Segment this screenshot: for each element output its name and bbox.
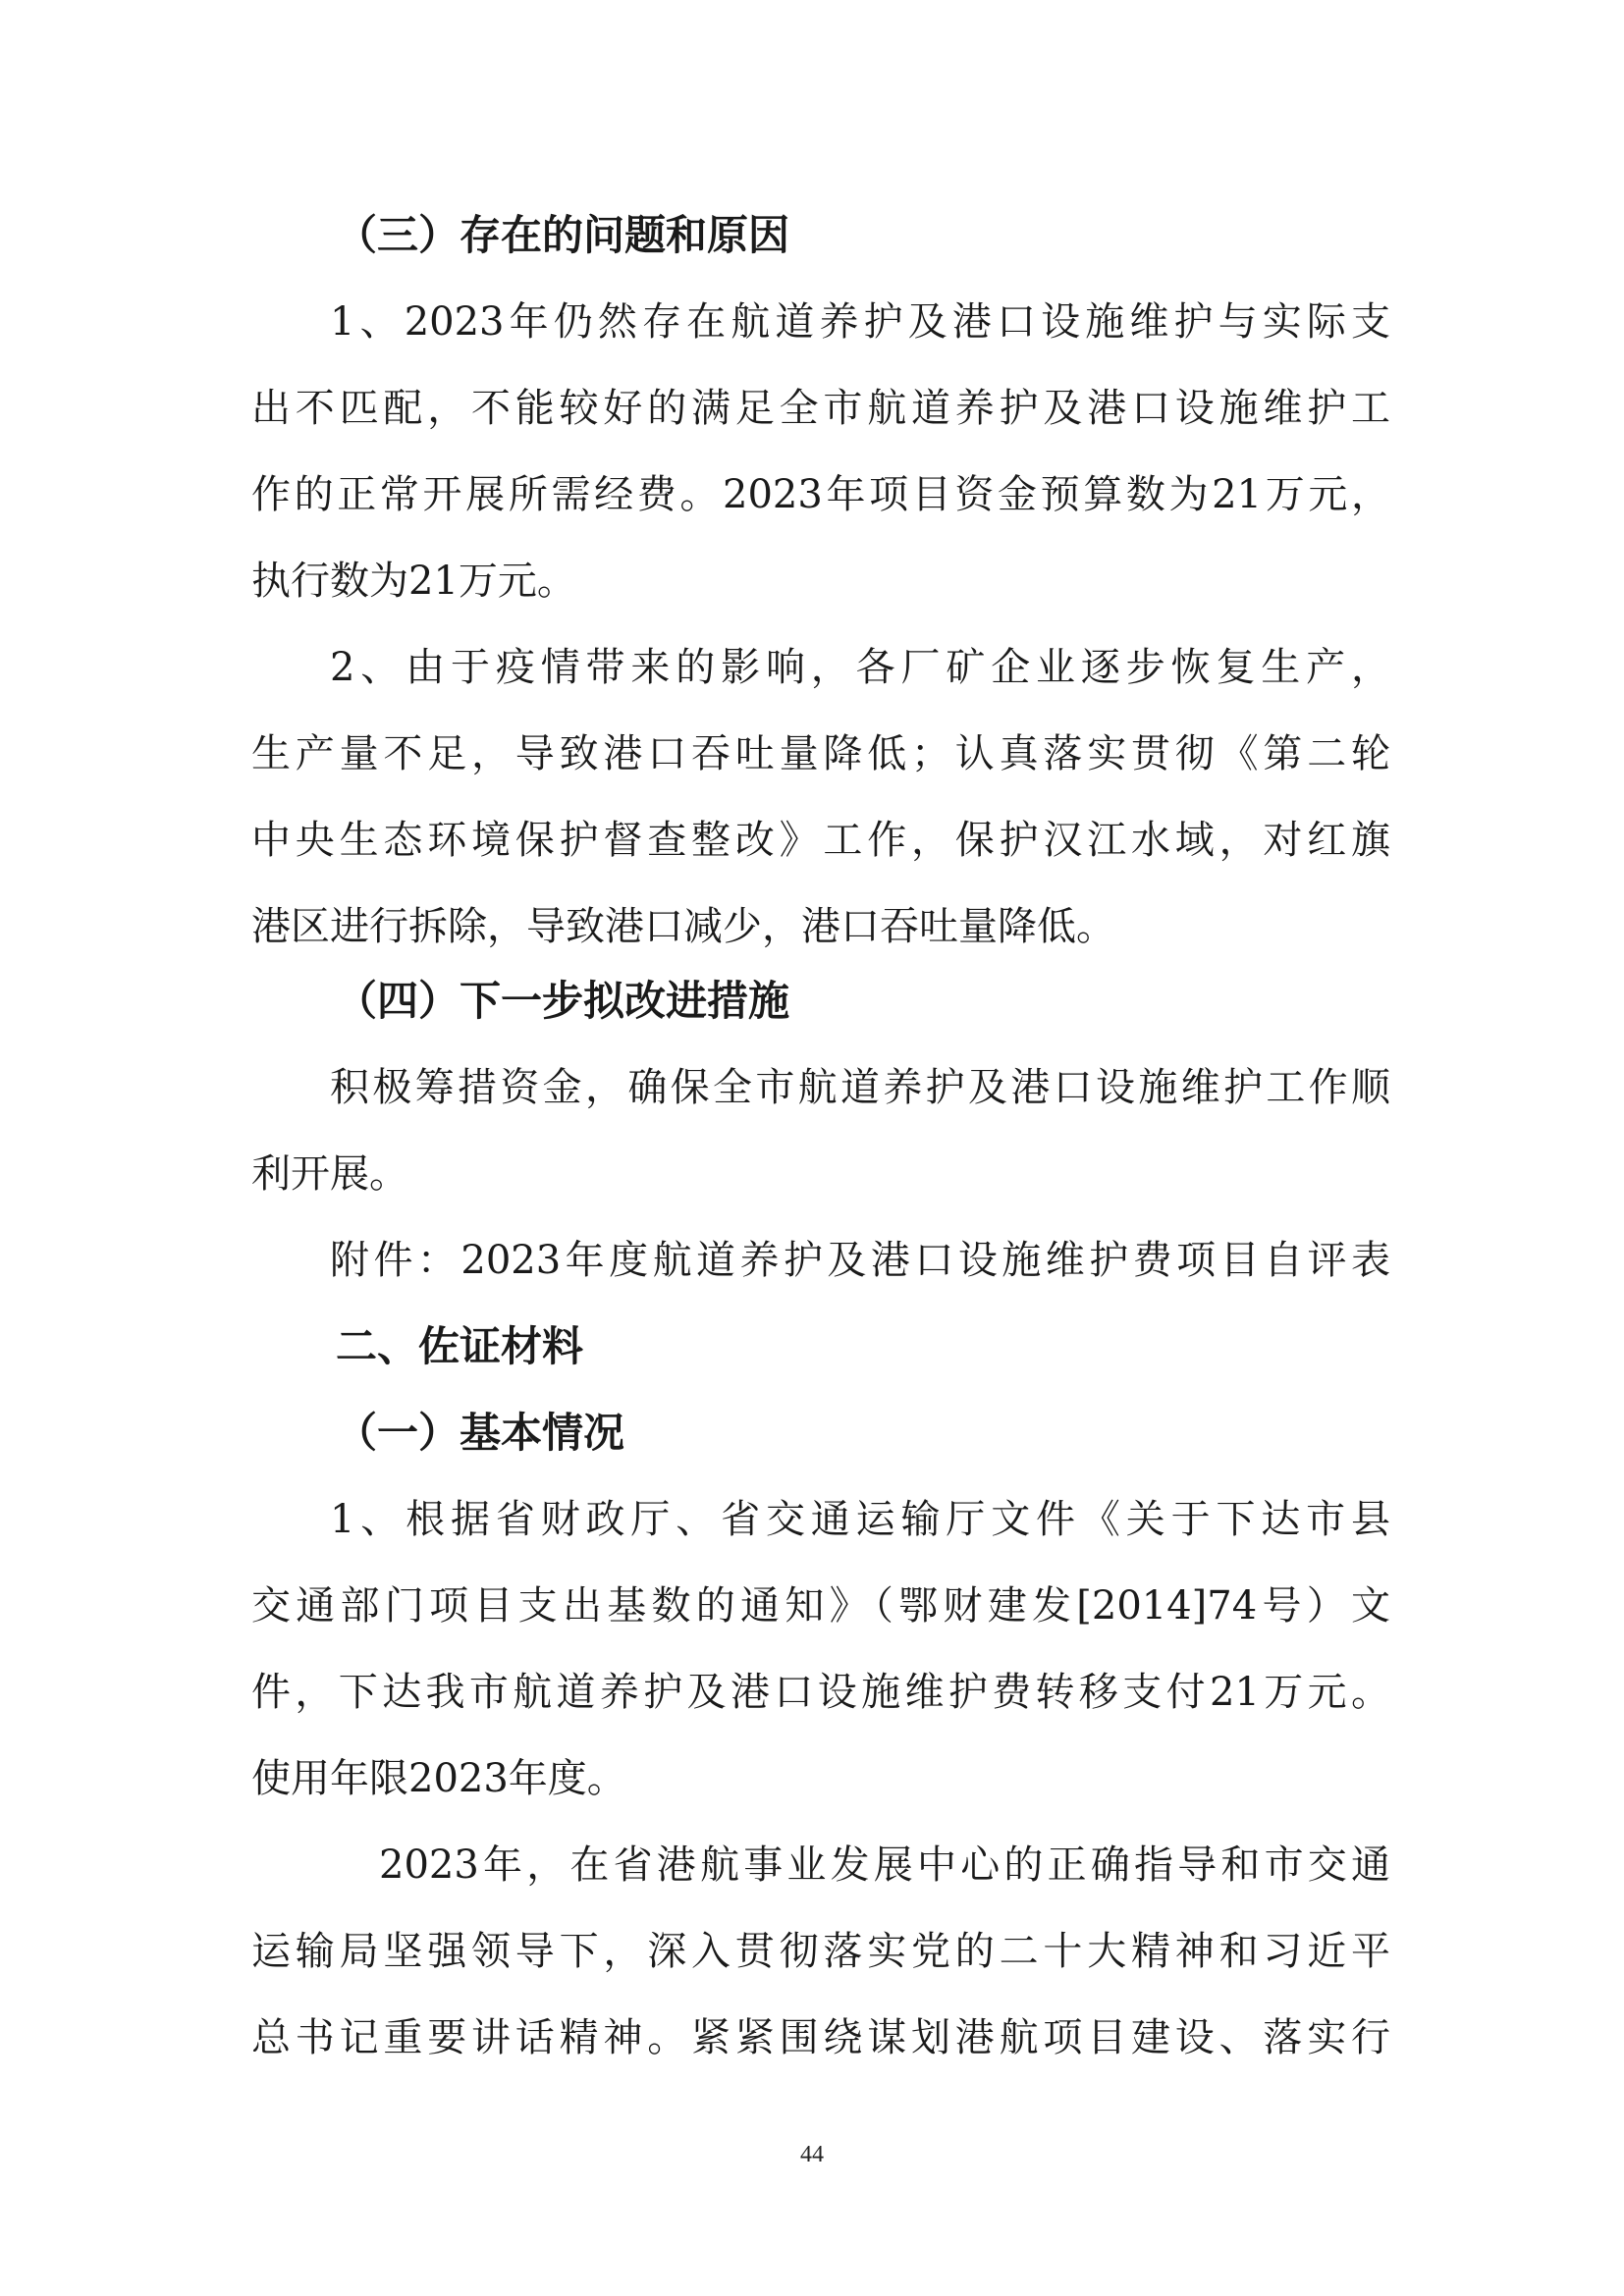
paragraph-line: 件，下达我市航道养护及港口设施维护费转移支付21万元。 bbox=[251, 1670, 1390, 1715]
part2-heading: 二、佐证材料 bbox=[336, 1322, 584, 1370]
paragraph-line: 运输局坚强领导下，深入贯彻落实党的二十大精神和习近平 bbox=[251, 1929, 1390, 1974]
paragraph-line: 2、由于疫情带来的影响，各厂矿企业逐步恢复生产， bbox=[330, 645, 1390, 690]
paragraph-line: 港区进行拆除，导致港口减少，港口吞吐量降低。 bbox=[251, 904, 1115, 949]
paragraph-line: 2023年，在省港航事业发展中心的正确指导和市交通 bbox=[379, 1842, 1390, 1888]
paragraph-line: 1、2023年仍然存在航道养护及港口设施维护与实际支 bbox=[330, 299, 1390, 345]
paragraph-line: 作的正常开展所需经费。2023年项目资金预算数为21万元， bbox=[251, 472, 1390, 517]
paragraph-line: 执行数为21万元。 bbox=[251, 559, 576, 604]
page-number: 44 bbox=[800, 2142, 824, 2167]
part2-sub1-heading: （一）基本情况 bbox=[336, 1409, 625, 1457]
section4-heading: （四）下一步拟改进措施 bbox=[336, 977, 790, 1025]
paragraph-line: 积极筹措资金，确保全市航道养护及港口设施维护工作顺 bbox=[330, 1065, 1390, 1110]
paragraph-line: 1、根据省财政厅、省交通运输厅文件《关于下达市县 bbox=[330, 1497, 1390, 1542]
paragraph-line: 出不匹配，不能较好的满足全市航道养护及港口设施维护工 bbox=[251, 386, 1390, 431]
part2-item1 bbox=[251, 1476, 1390, 1822]
section3-item2 bbox=[251, 624, 1390, 970]
paragraph-line: 利开展。 bbox=[251, 1151, 408, 1197]
section4-paragraph bbox=[251, 1044, 1390, 1217]
attachment-note bbox=[251, 1217, 1390, 1304]
paragraph-line: 交通部门项目支出基数的通知》（鄂财建发[2014]74号）文 bbox=[251, 1583, 1390, 1629]
paragraph-line: 中央生态环境保护督查整改》工作，保护汉江水域，对红旗 bbox=[251, 818, 1390, 863]
paragraph-line: 生产量不足，导致港口吞吐量降低；认真落实贯彻《第二轮 bbox=[251, 731, 1390, 776]
part2-paragraph2 bbox=[251, 1822, 1390, 2081]
attachment-line: 附件：2023年度航道养护及港口设施维护费项目自评表 bbox=[330, 1238, 1390, 1283]
section3-item1 bbox=[251, 279, 1390, 624]
section3-heading: （三）存在的问题和原因 bbox=[336, 211, 790, 259]
paragraph-line: 总书记重要讲话精神。紧紧围绕谋划港航项目建设、落实行 bbox=[251, 2015, 1390, 2060]
paragraph-line: 使用年限2023年度。 bbox=[251, 1756, 626, 1801]
